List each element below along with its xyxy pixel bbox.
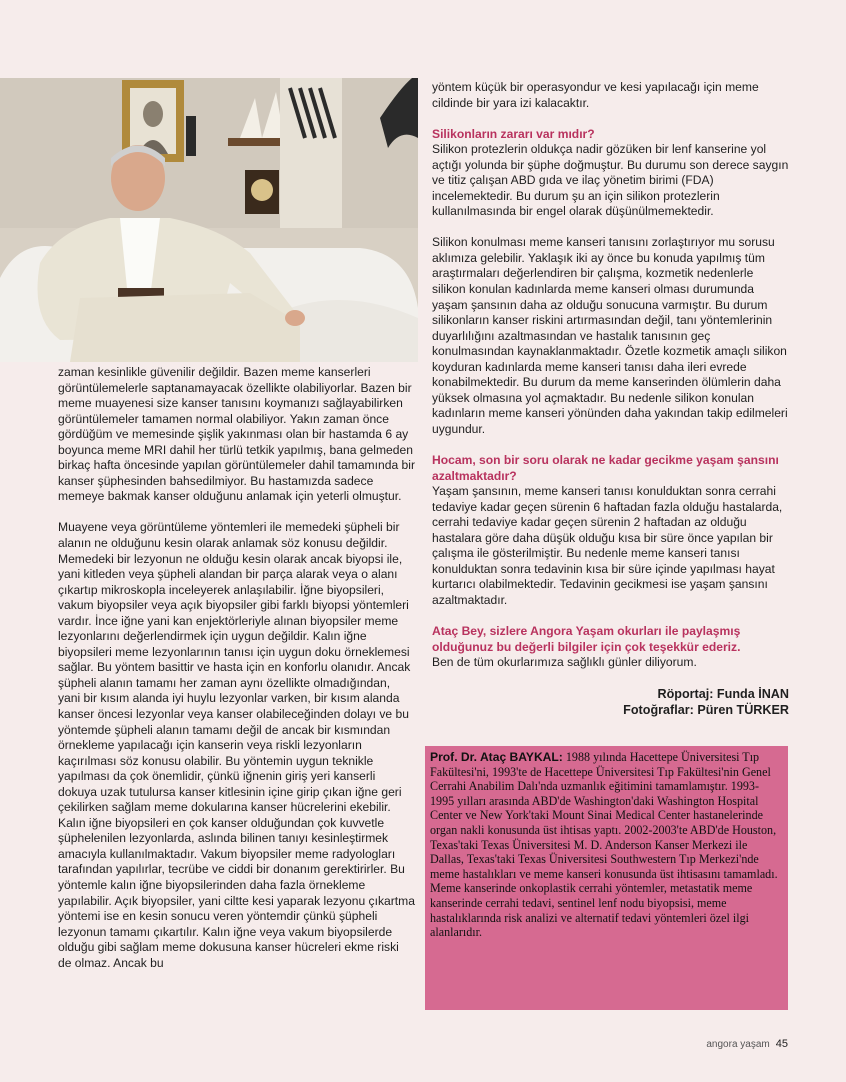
- credit-interview: Röportaj: Funda İNAN: [657, 687, 789, 702]
- portrait-illustration: [0, 78, 418, 362]
- credit-photos: Fotoğraflar: Püren TÜRKER: [623, 703, 789, 718]
- page-number: 45: [775, 1038, 788, 1050]
- thanks-text: Ataç Bey, sizlere Angora Yaşam okurları ile paylaşmış olduğunuz bu değerli bilgiler için çok teşekkür ederiz.: [432, 623, 741, 654]
- bio-name: Prof. Dr. Ataç BAYKAL:: [430, 750, 563, 764]
- reply-text: Ben de tüm okurlarımıza sağlıklı günler diliyorum.: [432, 655, 697, 670]
- answer-delay: Yaşam şansının, meme kanseri tanısı konulduktan sonra cerrahi tedaviye kadar geçen sürenin 6 haftadan fazla olduğu hastalarda, cerrahi tedaviye kadar geçen sürenin 2 haftadan az olduğu hastalara göre daha düşük olduğu kısa bir süre önce yapılan bir çalışma ile gösterilmiştir. Bu nedenle meme kanseri tanısı konulduktan sonra tedavinin kısa bir süre içinde yapılması hayat kurtarıcı olabilmektedir. Tedavinin gecikmesi ise yaşam şansını azaltmaktadır.: [432, 484, 783, 607]
- left-paragraph-2: Muayene veya görüntüleme yöntemleri ile memedeki şüpheli bir alanın ne olduğunu kesin olarak anlamak söz konusu değildir. Memedeki bir lezyonun ne olduğu kesin olarak ancak biyopsi ile, yani kitleden veya şüpheli alandan bir parça alarak veya o alanı çıkartıp mikroskopla inceleyerek anlaşılabilir. İğne biyopsileri, vakum biyopsiler veya açık biyopsiler gibi farklı biyopsi yöntemleri vardır. İnce iğne yani kan enjektörleriyle alınan biyopsiler meme lezyonlarını değerlendirmek için uygun değildir. Kalın iğne biyopsileri meme lezyonlarının tanısı için uygun doku örneklemesi sağlar. Bu yöntem basittir ve hasta için en konforlu olanıdır. Ancak şüpheli alanın tamamı her zaman aynı özellikte olmadığından, yani bir kısım alanda iyi huylu lezyonlar varken, bir kısım alanda kanser öncesi lezyonlar veya kanser olabileceğinden dolayı ve bu yöntemde şüpheli alanın tamamı değil de ancak bir kısmından örnekleme yapılacağı için kanserin veya riskli lezyonların kaçırılması söz konusu olabilir. Bu yöntemin uygun teknikle yapılması da çok önemlidir, çünkü iğnenin giriş yeri kanserli dokuya uzak tutulursa kanser kitlesinin içine girip çıkan iğne geri çekilirken sağlam meme dokularına kanser hücrelerini ekebilir. Kalın iğne biyopsileri en çok kanser olduğundan çok kuvvetle şüphelenilen lezyonlarda, aslında bilinen tanıyı kesinleştirmek amacıyla kullanılmaktadır. Vakum biyopsiler meme radyologları tarafından yapılırlar, tecrübe ve ciddi bir donanım gerektirirler. Bu yöntemle kalın iğne biyopsilerinden daha fazla örnekleme yapılabilir. Açık biyopsiler, yani ciltte kesi yaparak lezyonu çıkartma yöntemi ise en kesin sonucu veren yöntemdir çünkü şüpheli lezyonun tamamı çıkartılır. Kalın iğne veya vakum biyopsilerde olduğu gibi sağlam meme dokusuna kanser hücreleri ekme riski de olmaz. Ancak bu: [58, 520, 415, 970]
- right-column: [432, 80, 789, 718]
- bio-box: [425, 746, 788, 1010]
- answer-silicone-2: Silikon konulması meme kanseri tanısını zorlaştırıyor mu sorusu aklımıza gelebilir. Yaklaşık iki ay önce bu konuda yapılmış tüm araştırmaları değerlendiren bir çalışma, kozmetik nedenlerle silikon konulan kadınlarda meme kanseri olması durumunda yaşam şansının daha az olduğu sonucuna varmıştır. Bu durum silikonların kanser riskini artırmasından değil, tanı yöntemlerinin duyarlılığını azaltmasından ve hastalık tanısının geç konulmasından kaynaklanmaktadır. Özetle kozmetik amaçlı silikon koyduran kadınlarda meme kanseri tanısı daha ileri evrede konabilmektedir. Bu durum da meme kanserinden ölümlerin daha yüksek olmasına yol açmaktadır. Bu nedenle silikon konulan kadınların meme kanseri yönünden daha yakından takip edilmeleri uygundur.: [432, 235, 788, 436]
- left-column: [58, 365, 415, 971]
- question-delay: Hocam, son bir soru olarak ne kadar gecikme yaşam şansını azaltmaktadır?: [432, 452, 779, 483]
- page-footer: [706, 1038, 788, 1050]
- answer-silicone-1: Silikon protezlerin oldukça nadir gözüken bir lenf kanserine yol açtığı yolunda bir şüphe doğmuştur. Bu durumu son derece saygın ve titiz çalışan ABD gıda ve ilaç yönetim birimi (FDA) incelemektedir. Bu durum şu an için silikon protezlerin kullanılmasında bir engel olarak düşünülmemektedir.: [432, 142, 789, 219]
- bio-text: 1988 yılında Hacettepe Üniversitesi Tıp Fakültesi'ni, 1993'te de Hacettepe Üniversitesi Tıp Fakültesi'nin Genel Cerrahi Anabilim Dalı'nda uzmanlık eğitimini tamamlamıştır. 1993-1995 yılları arasında ABD'de Washington'daki Washington Hospital Center ve New York'taki Mount Sinai Medical Center hastanelerinde organ nakli konusunda üst ihtisas yaptı. 2002-2003'te ABD'de Houston, Texas'taki Texas Üniversitesi M. D. Anderson Kanser Merkezi ile Dallas, Texas'taki Texas Üniversitesi Southwestern Tıp Merkezi'nde meme hastalıkları ve meme kanseri konusunda üst ihtisasını tamamladı. Meme kanserinde onkoplastik cerrahi yöntemler, metastatik meme kanserinde cerrahi tedavi, sentinel lenf nodu biyopsisi, meme hastalıklarında risk analizi ve alternatif tedavi yöntemleri özel ilgi alanlarıdır.: [430, 750, 778, 940]
- left-paragraph-1: zaman kesinlikle güvenilir değildir. Bazen meme kanserleri görüntülemelerle saptanamayacak özellikte olabiliyorlar. Bazen bir meme muayenesi size kanser tanısını koymanızı sağlayabilirken görüntülemeler tamamen normal olabiliyor. Yakın zaman önce gördüğüm ve memesinde şişlik yakınması olan bir hastamda 6 ay boyunca meme MRI dahil her türlü tetkik yapılmış, bana gelmeden birkaç hafta öncesinde yapılan görüntülemeler dahil tamamında bir kanser şüphesinden bahsedilmiyor. Bu hastamızda sadece memeye bakmak kanser olduğunu anlamak için yeterli olmuştur.: [58, 365, 415, 504]
- magazine-name: angora yaşam: [706, 1039, 770, 1050]
- question-silicone: Silikonların zararı var mıdır?: [432, 126, 595, 141]
- portrait-photo: [0, 78, 418, 362]
- right-intro: yöntem küçük bir operasyondur ve kesi yapılacağı için meme cildinde bir yara izi kalacaktır.: [432, 80, 759, 110]
